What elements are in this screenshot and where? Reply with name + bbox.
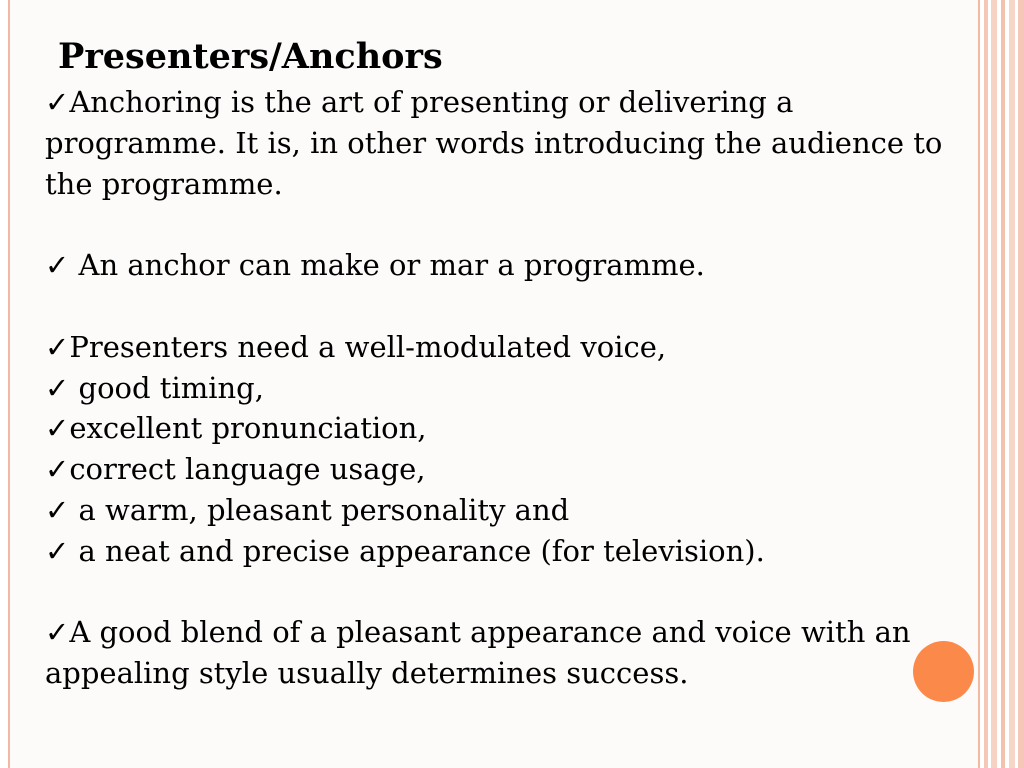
checkmark-icon: ✓ [45, 370, 79, 405]
checkmark-icon: ✓ [45, 329, 70, 364]
bullet-text: a neat and precise appearance (for television). [78, 533, 765, 568]
bullet-paragraph [45, 368, 970, 409]
checkmark-icon: ✓ [45, 452, 70, 487]
bullet-text: good timing, [78, 370, 264, 405]
checkmark-icon: ✓ [45, 411, 70, 446]
bullet-text: An anchor can make or mar a programme. [78, 248, 705, 283]
spacer [45, 572, 970, 613]
bullet-paragraph [45, 408, 970, 449]
bullet-paragraph [45, 245, 970, 286]
decorative-stripe [984, 0, 988, 768]
checkmark-icon: ✓ [45, 85, 70, 119]
bullet-paragraph [45, 531, 970, 572]
bullet-text: Anchoring is the art of presenting or delivering a programme. It is, in other words introducing the audience to the programme. [45, 85, 943, 201]
decorative-stripe [1018, 0, 1024, 768]
checkmark-icon: ✓ [45, 492, 79, 527]
checkmark-icon: ✓ [45, 248, 79, 283]
checkmark-icon: ✓ [45, 533, 79, 568]
slide-title: Presenters/Anchors [58, 36, 443, 77]
bullet-paragraph [45, 449, 970, 490]
bullet-paragraph [45, 327, 970, 368]
slide-body [45, 82, 970, 694]
bullet-paragraph [45, 490, 970, 531]
spacer [45, 286, 970, 327]
bullet-paragraph [45, 612, 970, 694]
spacer [45, 204, 970, 245]
decorative-stripe [1009, 0, 1015, 768]
bullet-text: a warm, pleasant personality and [78, 492, 570, 527]
decorative-stripe [1001, 0, 1005, 768]
decorative-stripe [991, 0, 997, 768]
bullet-text: Presenters need a well-modulated voice, [69, 329, 667, 364]
checkmark-icon: ✓ [45, 615, 70, 650]
accent-circle-icon [913, 641, 974, 702]
bullet-paragraph [45, 82, 970, 204]
bullet-text: A good blend of a pleasant appearance and voice with an appealing style usually determines success. [45, 615, 911, 691]
bullet-text: excellent pronunciation, [69, 411, 427, 446]
bullet-text: correct language usage, [69, 452, 426, 487]
